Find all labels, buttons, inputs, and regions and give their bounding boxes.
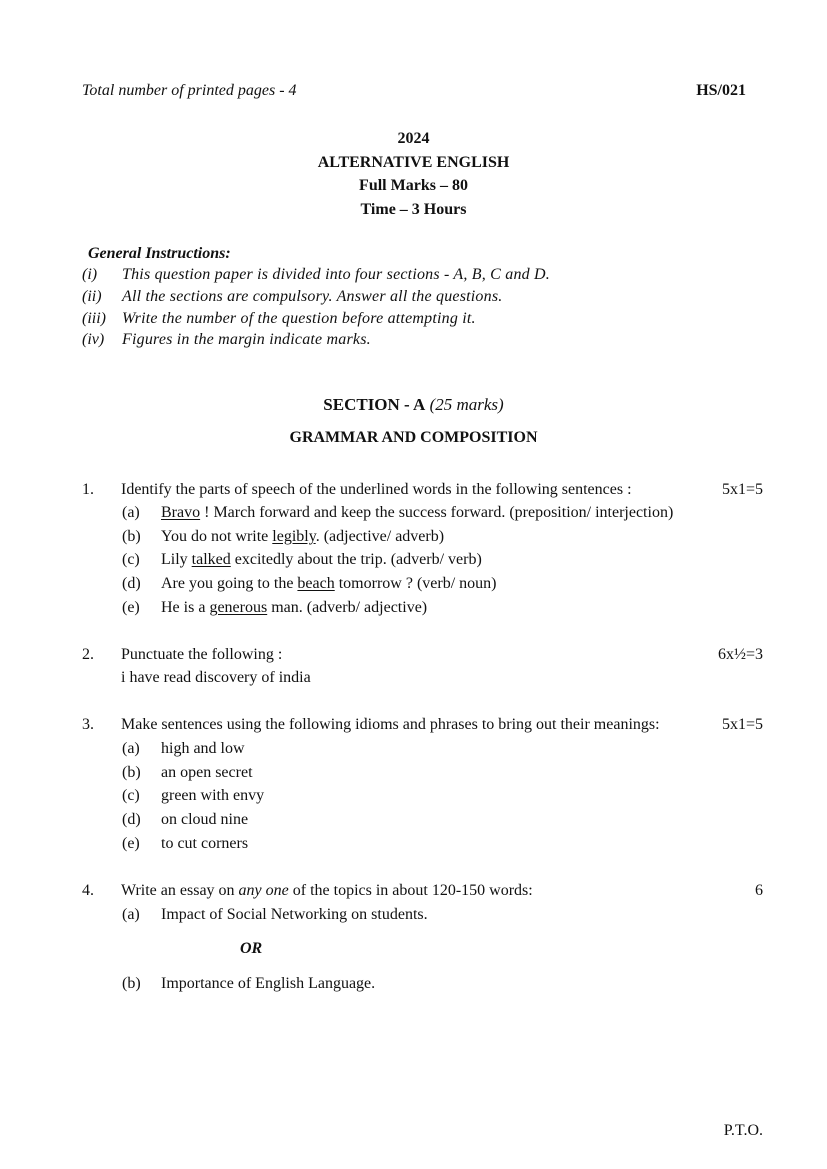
question-text: Write an essay on any one of the topics in about 120-150 words: bbox=[121, 882, 533, 899]
instruction-label: (ii) bbox=[82, 288, 102, 305]
underlined-word: Bravo bbox=[161, 504, 201, 521]
item-label: (c) bbox=[122, 787, 140, 804]
instruction-text: Figures in the margin indicate marks. bbox=[122, 331, 371, 348]
item-label: (b) bbox=[122, 764, 141, 781]
emphasis-text: any one bbox=[238, 882, 289, 899]
section-a-subtitle: GRAMMAR AND COMPOSITION bbox=[289, 429, 538, 446]
question-marks: 6 bbox=[755, 882, 763, 899]
subject-title: ALTERNATIVE ENGLISH bbox=[317, 154, 510, 171]
instruction-label: (iii) bbox=[82, 310, 106, 327]
question-marks: 6x½=3 bbox=[717, 646, 763, 663]
punctuation-line: i have read discovery of india bbox=[121, 669, 311, 686]
underlined-word: talked bbox=[191, 551, 231, 568]
item-label: (a) bbox=[122, 740, 140, 757]
question-number: 2. bbox=[82, 646, 94, 663]
section-a-title bbox=[0, 395, 827, 415]
item-label: (c) bbox=[122, 551, 140, 568]
printed-pages-note: Total number of printed pages - 4 bbox=[82, 82, 297, 99]
idiom-text: on cloud nine bbox=[161, 811, 249, 828]
underlined-word: generous bbox=[209, 599, 268, 616]
or-separator: OR bbox=[240, 940, 263, 957]
question-marks: 5x1=5 bbox=[721, 481, 763, 498]
instructions-heading: General Instructions: bbox=[88, 245, 231, 262]
question-marks: 5x1=5 bbox=[721, 716, 763, 733]
idiom-text: an open secret bbox=[161, 764, 253, 781]
question-number: 4. bbox=[82, 882, 94, 899]
essay-topic: Importance of English Language. bbox=[161, 975, 376, 992]
instruction-label: (iv) bbox=[82, 331, 105, 348]
essay-topic: Impact of Social Networking on students. bbox=[161, 906, 428, 923]
idiom-text: high and low bbox=[161, 740, 245, 757]
question-number: 1. bbox=[82, 481, 94, 498]
item-label: (d) bbox=[122, 811, 141, 828]
item-label: (e) bbox=[122, 599, 140, 616]
item-label: (e) bbox=[122, 835, 140, 852]
time-allowed: Time – 3 Hours bbox=[360, 201, 467, 218]
instruction-text: Write the number of the question before attempting it. bbox=[122, 310, 476, 327]
paper-code: HS/021 bbox=[696, 82, 746, 99]
idiom-text: to cut corners bbox=[161, 835, 249, 852]
item-text: He is a generous man. (adverb/ adjective) bbox=[161, 599, 428, 616]
option-label: (b) bbox=[122, 975, 141, 992]
instruction-label: (i) bbox=[82, 266, 98, 283]
instruction-text: This question paper is divided into four sections - A, B, C and D. bbox=[122, 266, 551, 283]
exam-year: 2024 bbox=[397, 130, 430, 147]
pto-note: P.T.O. bbox=[723, 1122, 763, 1139]
item-label: (b) bbox=[122, 528, 141, 545]
full-marks: Full Marks – 80 bbox=[359, 177, 468, 194]
section-a-label: SECTION - A bbox=[323, 395, 426, 414]
question-text: Identify the parts of speech of the underlined words in the following sentences : bbox=[121, 481, 632, 498]
question-text: Make sentences using the following idioms and phrases to bring out their meanings: bbox=[121, 716, 660, 733]
question-number: 3. bbox=[82, 716, 94, 733]
item-text: Lily talked excitedly about the trip. (adverb/ verb) bbox=[161, 551, 482, 568]
section-a-marks: (25 marks) bbox=[429, 395, 504, 414]
instruction-text: All the sections are compulsory. Answer all the questions. bbox=[122, 288, 503, 305]
option-label: (a) bbox=[122, 906, 140, 923]
underlined-word: legibly bbox=[272, 528, 316, 545]
item-label: (a) bbox=[122, 504, 140, 521]
item-text: Bravo ! March forward and keep the success forward. (preposition/ interjection) bbox=[161, 504, 674, 521]
item-text: You do not write legibly. (adjective/ adverb) bbox=[161, 528, 445, 545]
item-label: (d) bbox=[122, 575, 141, 592]
underlined-word: beach bbox=[297, 575, 335, 592]
question-text: Punctuate the following : bbox=[121, 646, 283, 663]
item-text: Are you going to the beach tomorrow ? (verb/ noun) bbox=[161, 575, 497, 592]
idiom-text: green with envy bbox=[161, 787, 265, 804]
